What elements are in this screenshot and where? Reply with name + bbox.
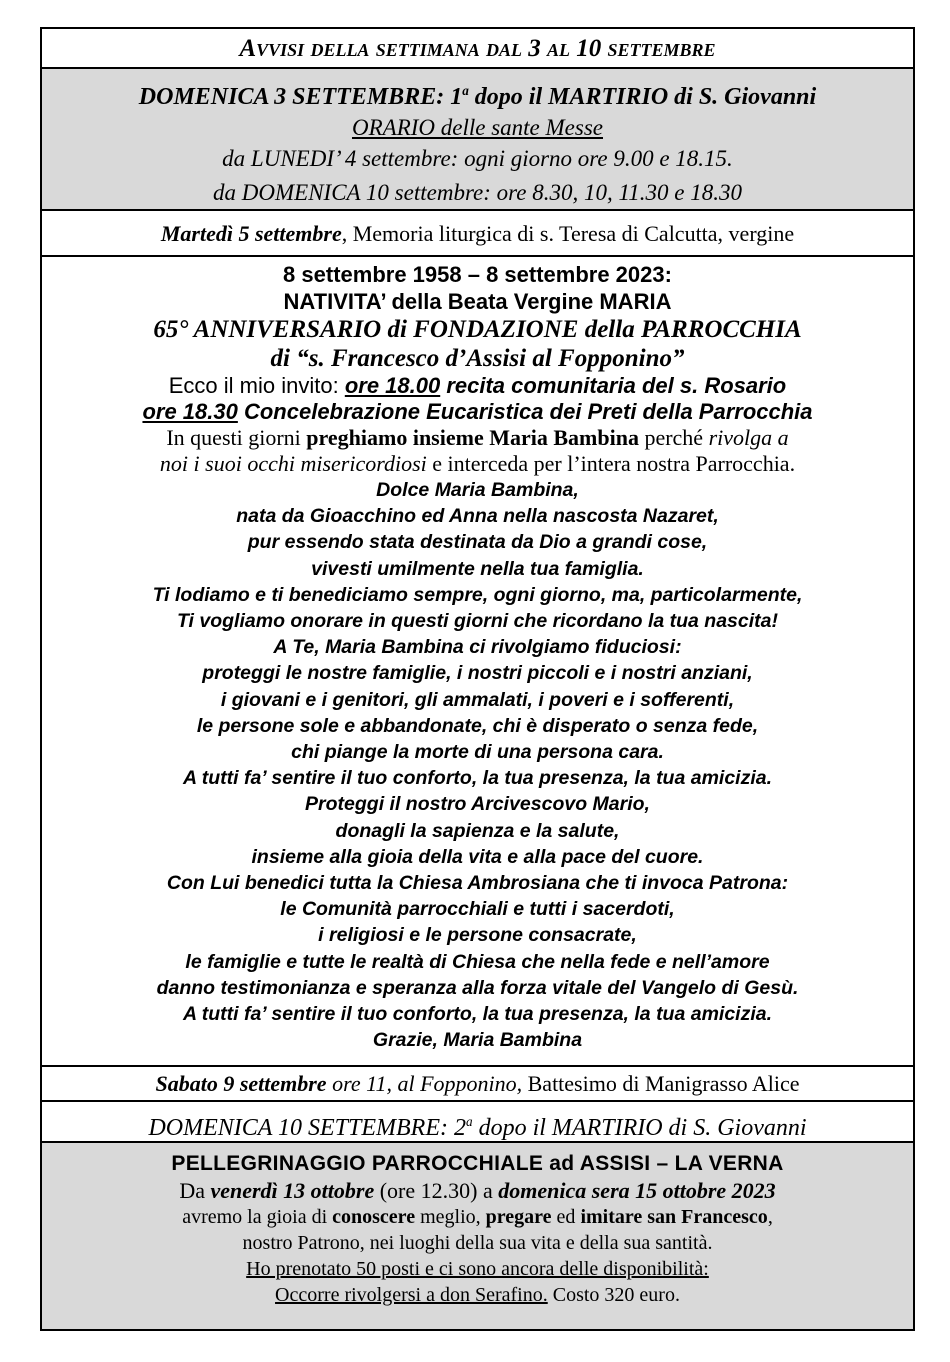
saturday-box bbox=[42, 1067, 913, 1102]
title-box bbox=[42, 29, 913, 69]
prayer-line: A Te, Maria Bambina ci rivolgiamo fiduciosi: bbox=[273, 636, 682, 659]
sunday-3-heading: DOMENICA 3 SETTEMBRE: 1$^a$ dopo il MARTIRIO di S. Giovanni bbox=[138, 83, 817, 110]
prayer-line: nata da Gioacchino ed Anna nella nascosta Nazaret, bbox=[236, 505, 719, 528]
invite-rosary: Ecco il mio invito: ore 18.00 recita comunitaria del s. Rosario bbox=[168, 373, 787, 398]
prayer-line: A tutti fa’ sentire il tuo conforto, la tua presenza, la tua amicizia. bbox=[182, 767, 773, 790]
parish-name: di “s. Francesco d’Assisi al Fopponino” bbox=[270, 345, 685, 372]
pilgrimage-title: PELLEGRINAGGIO PARROCCHIALE ad ASSISI – LA VERNA bbox=[171, 1152, 784, 1175]
pilgrimage-dates: Da venerdì 13 ottobre (ore 12.30) a domenica sera 15 ottobre 2023 bbox=[179, 1178, 776, 1203]
sunday-3-box bbox=[42, 69, 913, 211]
prayer-line: i giovani e i genitori, gli ammalati, i poveri e i sofferenti, bbox=[220, 688, 735, 711]
prayer-line: le Comunità parrocchiali e tutti i sacerdoti, bbox=[280, 898, 675, 921]
prayer-line: donagli la sapienza e la salute, bbox=[335, 819, 620, 842]
prayer-line: pur essendo stata destinata da Dio a grandi cose, bbox=[247, 531, 708, 554]
pilgrimage-places: nostro Patrono, nei luoghi della sua vita e della sua santità. bbox=[242, 1232, 713, 1254]
page-title: Avvisi della settimana dal 3 al 10 settembre bbox=[239, 35, 716, 62]
prayer-line: le famiglie e tutte le realtà di Chiesa che nella fede e nell’amore bbox=[185, 950, 770, 973]
prayer-line: A tutti fa’ sentire il tuo conforto, la tua presenza, la tua amicizia. bbox=[182, 1003, 773, 1026]
mass-schedule-title: ORARIO delle sante Messe bbox=[351, 115, 603, 140]
prayer-line: danno testimonianza e speranza alla forza vitale del Vangelo di Gesù. bbox=[156, 976, 799, 999]
prayer-intro-1: In questi giorni preghiamo insieme Maria Bambina perché rivolga a bbox=[166, 425, 789, 450]
prayer-line: Dolce Maria Bambina, bbox=[376, 479, 579, 501]
nativity-box bbox=[42, 257, 913, 1067]
prayer-line: Proteggi il nostro Arcivescovo Mario, bbox=[305, 793, 650, 816]
prayer-text bbox=[42, 477, 913, 1053]
prayer-line: chi piange la morte di una persona cara. bbox=[291, 741, 664, 764]
prayer-line: le persone sole e abbandonate, chi è disperato o senza fede, bbox=[196, 714, 759, 737]
prayer-line: Grazie, Maria Bambina bbox=[372, 1029, 583, 1052]
pilgrimage-availability: Ho prenotato 50 posti e ci sono ancora delle disponibilità: bbox=[246, 1258, 709, 1280]
notice-sheet bbox=[40, 27, 915, 1331]
baptism-notice: Sabato 9 settembre ore 11, al Fopponino, Battesimo di Manigrasso Alice bbox=[155, 1071, 800, 1096]
pilgrimage-contact: Occorre rivolgersi a don Serafino. Costo 320 euro. bbox=[275, 1284, 680, 1306]
sunday-mass-times: da DOMENICA 10 settembre: ore 8.30, 10, 11.30 e 18.30 bbox=[213, 180, 742, 205]
prayer-line: proteggi le nostre famiglie, i nostri piccoli e i nostri anziani, bbox=[202, 662, 753, 685]
sunday-10-box bbox=[42, 1102, 913, 1143]
prayer-intro-2: noi i suoi occhi misericordiosi e interceda per l’intera nostra Parrocchia. bbox=[159, 451, 796, 476]
anniversary-title: 65° ANNIVERSARIO di FONDAZIONE della PARROCCHIA bbox=[153, 316, 802, 343]
pilgrimage-box bbox=[42, 1143, 913, 1329]
feast-title: NATIVITA’ della Beata Vergine MARIA bbox=[283, 289, 672, 314]
tuesday-notice: Martedì 5 settembre, Memoria liturgica di s. Teresa di Calcutta, vergine bbox=[160, 221, 795, 246]
invite-mass: ore 18.30 Concelebrazione Eucaristica dei Preti della Parrocchia bbox=[142, 399, 813, 424]
prayer-line: Con Lui benedici tutta la Chiesa Ambrosiana che ti invoca Patrona: bbox=[166, 872, 789, 895]
sunday-10-heading: DOMENICA 10 SETTEMBRE: 2$^a$ dopo il MARTIRIO di S. Giovanni bbox=[148, 1114, 807, 1141]
anniversary-dates: 8 settembre 1958 – 8 settembre 2023: bbox=[283, 262, 672, 287]
prayer-line: vivesti umilmente nella tua famiglia. bbox=[311, 557, 644, 580]
tuesday-box bbox=[42, 211, 913, 257]
prayer-line: i religiosi e le persone consacrate, bbox=[318, 924, 637, 947]
prayer-line: insieme alla gioia della vita e alla pace del cuore. bbox=[251, 845, 704, 868]
pilgrimage-purpose: avremo la gioia di conoscere meglio, pregare ed imitare san Francesco, bbox=[182, 1206, 773, 1228]
prayer-line: Ti lodiamo e ti benediciamo sempre, ogni giorno, ma, particolarmente, bbox=[152, 583, 803, 606]
weekday-mass-times: da LUNEDI’ 4 settembre: ogni giorno ore 9.00 e 18.15. bbox=[222, 146, 733, 171]
prayer-line: Ti vogliamo onorare in questi giorni che ricordano la tua nascita! bbox=[176, 610, 778, 633]
